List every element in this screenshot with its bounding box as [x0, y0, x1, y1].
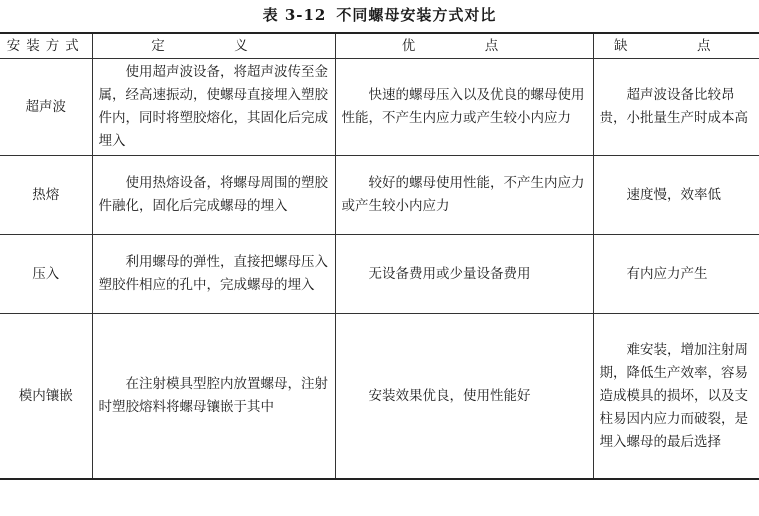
header-row	[0, 33, 759, 59]
table-row	[0, 235, 759, 314]
disadvantages-cell: 速度慢，效率低	[593, 156, 759, 235]
disadvantages-cell: 有内应力产生	[593, 235, 759, 314]
table-row	[0, 156, 759, 235]
header-definition: 定 义	[92, 33, 335, 59]
advantages-cell: 较好的螺母使用性能，不产生内应力或产生较小内应力	[335, 156, 593, 235]
table-title	[0, 4, 759, 25]
advantages-cell: 安装效果优良，使用性能好	[335, 314, 593, 480]
table-row	[0, 314, 759, 480]
table-number: 表 3-12	[262, 6, 327, 24]
definition-cell: 使用超声波设备，将超声波传至金属，经高速振动，使螺母直接埋入塑胶件内，同时将塑胶熔化，其固化后完成埋入	[92, 59, 335, 156]
definition-cell: 使用热熔设备，将螺母周围的塑胶件融化，固化后完成螺母的埋入	[92, 156, 335, 235]
method-cell: 超声波	[0, 59, 92, 156]
table-caption: 不同螺母安装方式对比	[336, 6, 497, 24]
header-method: 安装方式	[0, 33, 92, 59]
table-row	[0, 59, 759, 156]
definition-cell: 在注射模具型腔内放置螺母，注射时塑胶熔料将螺母镶嵌于其中	[92, 314, 335, 480]
method-cell: 热熔	[0, 156, 92, 235]
header-disadvantages: 缺 点	[593, 33, 759, 59]
method-cell: 压入	[0, 235, 92, 314]
disadvantages-cell: 难安装，增加注射周期，降低生产效率，容易造成模具的损坏，以及支柱易因内应力而破裂，是埋入螺母的最后选择	[593, 314, 759, 480]
comparison-table	[0, 32, 759, 480]
method-cell: 模内镶嵌	[0, 314, 92, 480]
advantages-cell: 快速的螺母压入以及优良的螺母使用性能，不产生内应力或产生较小内应力	[335, 59, 593, 156]
definition-cell: 利用螺母的弹性，直接把螺母压入塑胶件相应的孔中，完成螺母的埋入	[92, 235, 335, 314]
advantages-cell: 无设备费用或少量设备费用	[335, 235, 593, 314]
disadvantages-cell: 超声波设备比较昂贵，小批量生产时成本高	[593, 59, 759, 156]
header-advantages: 优 点	[335, 33, 593, 59]
